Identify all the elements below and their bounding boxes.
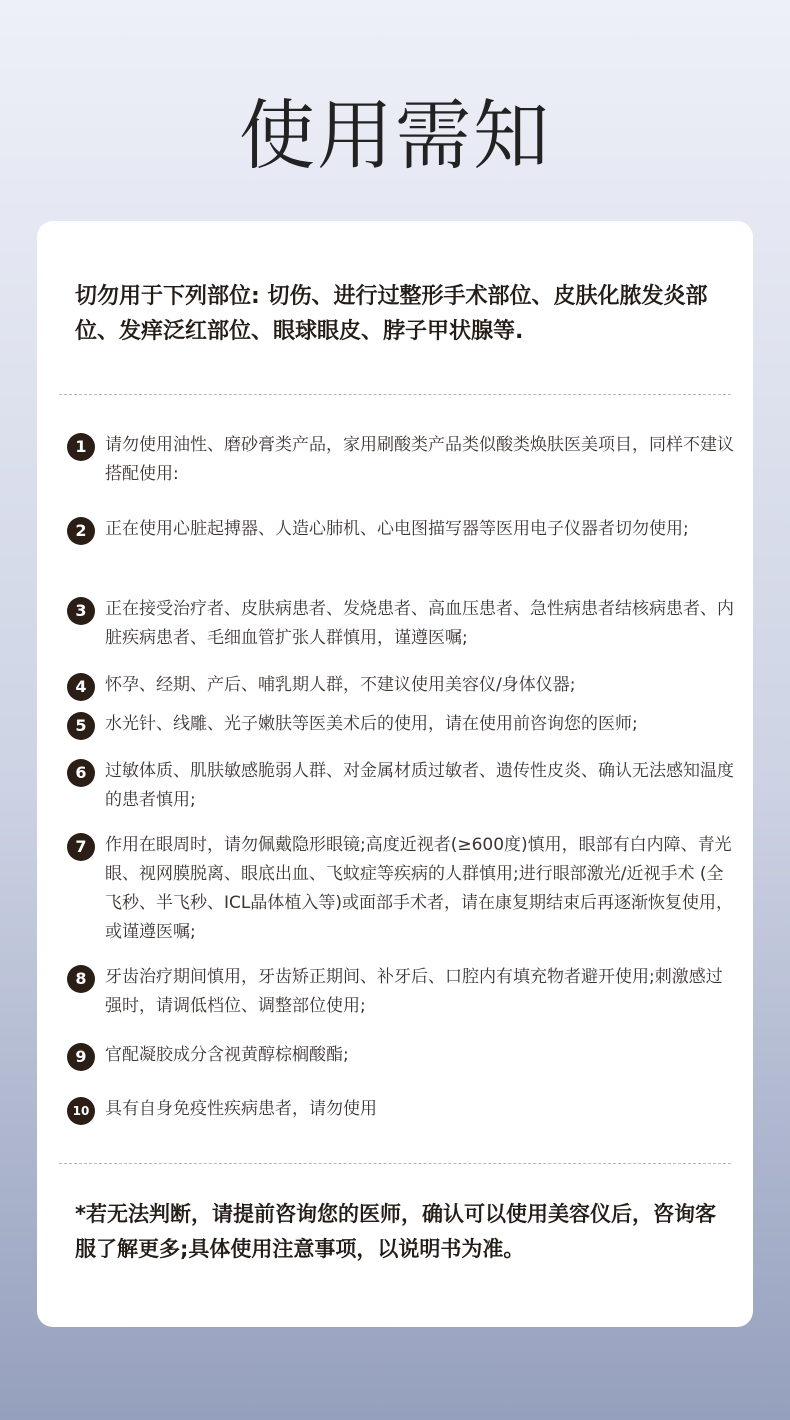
list-item — [67, 757, 735, 831]
number-badge: 1 — [67, 433, 95, 461]
item-text: 正在接受治疗者、皮肤病患者、发烧患者、高血压患者、急性病患者结核病患者、内脏疾病患者、毛细血管扩张人群慎用，谨遵医嘱; — [105, 599, 734, 648]
item-text: 作用在眼周时，请勿佩戴隐形眼镜;高度近视者(≥600度)慎用，眼部有白内障、青光眼、视网膜脱离、眼底出血、飞蚊症等疾病的人群慎用;进行眼部激光/近视手术 (全飞秒、半飞秒、ICL晶体植入等)或面部手术者，请在康复期结束后再逐渐恢复使用，或谨遵医嘱; — [105, 835, 733, 942]
item-text: 过敏体质、肌肤敏感脆弱人群、对金属材质过敏者、遗传性皮炎、确认无法感知温度的患者慎用; — [105, 761, 734, 810]
item-text: 水光针、线雕、光子嫩肤等医美术后的使用，请在使用前咨询您的医师; — [105, 714, 638, 734]
number-badge: 2 — [67, 517, 95, 545]
number-badge: 10 — [67, 1097, 95, 1125]
number-badge: 7 — [67, 833, 95, 861]
notice-card — [37, 221, 753, 1327]
number-badge: 9 — [67, 1043, 95, 1071]
list-item — [67, 595, 735, 671]
footer-note: *若无法判断，请提前咨询您的医师，确认可以使用美容仪后，咨询客服了解更多;具体使用注意事项，以说明书为准。 — [75, 1202, 716, 1261]
item-text: 具有自身免疫性疾病患者，请勿使用 — [105, 1099, 377, 1119]
number-badge: 8 — [67, 965, 95, 993]
list-item — [67, 710, 735, 757]
list-item — [67, 1095, 735, 1135]
item-text: 请勿使用油性、磨砂膏类产品，家用刷酸类产品类似酸类焕肤医美项目，同样不建议搭配使用: — [105, 435, 734, 484]
number-badge: 5 — [67, 712, 95, 740]
list-item — [67, 1041, 735, 1095]
list-item — [67, 831, 735, 963]
divider-bottom — [59, 1163, 731, 1164]
list-item — [67, 431, 735, 515]
item-text: 官配凝胶成分含视黄醇棕榈酸酯; — [105, 1045, 349, 1065]
item-text: 怀孕、经期、产后、哺乳期人群，不建议使用美容仪/身体仪器; — [105, 675, 576, 695]
number-badge: 3 — [67, 597, 95, 625]
number-badge: 4 — [67, 673, 95, 701]
number-badge: 6 — [67, 759, 95, 787]
warning-text: 切勿用于下列部位: 切伤、进行过整形手术部位、皮肤化脓发炎部位、发痒泛红部位、眼球眼皮、脖子甲状腺等. — [75, 284, 708, 344]
page-title: 使用需知 — [239, 91, 551, 180]
list-item — [67, 515, 735, 595]
item-text: 正在使用心脏起搏器、人造心肺机、心电图描写器等医用电子仪器者切勿使用; — [105, 519, 689, 539]
item-text: 牙齿治疗期间慎用，牙齿矫正期间、补牙后、口腔内有填充物者避开使用;刺激感过强时，请调低档位、调整部位使用; — [105, 967, 723, 1016]
notice-list — [67, 431, 735, 1135]
list-item — [67, 963, 735, 1041]
list-item — [67, 671, 735, 710]
divider-top — [59, 394, 731, 395]
